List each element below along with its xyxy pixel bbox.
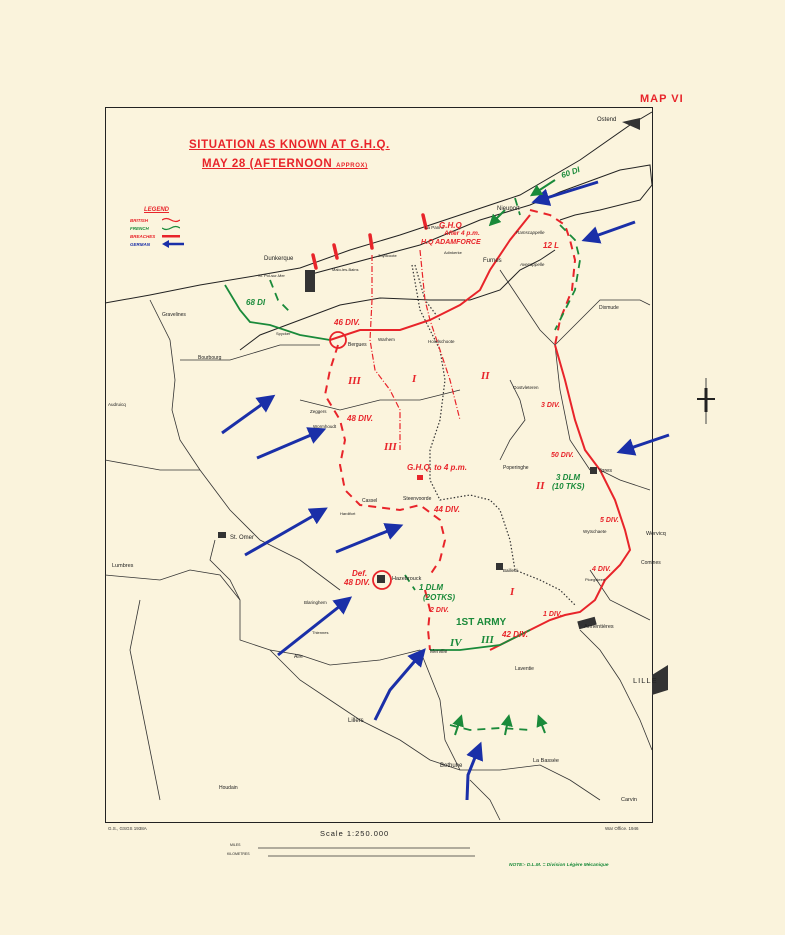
place-lumbres: Lumbres — [112, 563, 134, 569]
map-title-approx: APPROX) — [336, 163, 368, 169]
breaches — [313, 215, 426, 268]
map-title-line2 — [202, 158, 368, 170]
corps-ii-south: II — [536, 480, 545, 492]
map-title-date: MAY 28 (AFTERNOON — [202, 158, 333, 170]
corps-iv-french: IV — [450, 637, 462, 649]
place-audruicq: Audruicq — [108, 402, 126, 407]
place-gravelines: Gravelines — [162, 312, 186, 318]
place-wytschaete: Wytschaete — [583, 529, 607, 534]
unit-1st-army: 1ST ARMY — [456, 617, 507, 628]
place-steenvoorde: Steenvoorde — [403, 496, 432, 502]
place-laventie: Laventie — [515, 666, 534, 672]
unit-68di: 68 DI — [246, 298, 266, 307]
place-avecappelle: Avecappelle — [520, 262, 545, 267]
place-malo: Malo-les-Bains — [332, 267, 359, 272]
scale-title: Scale 1:250.000 — [320, 829, 390, 838]
place-bergues: Bergues — [348, 342, 367, 348]
unit-3dlm-tks: (10 TKS) — [552, 482, 585, 491]
place-merville: Merville — [430, 649, 448, 655]
unit-2div: 2 DIV. — [430, 607, 449, 614]
place-la-panne: La Panne — [425, 225, 445, 230]
unit-ghq: G.H.Q — [439, 221, 462, 230]
unit-44div: 44 DIV. — [434, 505, 460, 514]
scale-km-label: KILOMETRES — [227, 852, 250, 856]
place-dunkerque: Dunkerque — [264, 256, 294, 262]
unit-3dlm: 3 DLM — [556, 473, 580, 482]
unit-def-48div: 48 DIV. — [344, 578, 370, 587]
north-marker-icon — [696, 378, 716, 424]
map-title-line1: SITUATION AS KNOWN AT G.H.Q. — [189, 139, 390, 151]
legend-french: FRENCH — [130, 224, 184, 232]
place-st-pol: St. Pol-sur-Mer — [258, 273, 285, 278]
unit-48div: 48 DIV. — [347, 414, 373, 423]
place-aire: Aire — [294, 654, 303, 660]
place-thiennes: Thiennes — [312, 630, 329, 635]
place-lille: LILLE — [633, 676, 658, 685]
unit-42div: 42 DIV. — [502, 630, 528, 639]
breach-bar-icon — [162, 233, 180, 239]
unit-1div: 1 DIV. — [543, 611, 562, 618]
map-id-label: MAP VI — [640, 93, 684, 105]
place-poperinghe: Poperinghe — [503, 465, 529, 471]
legend-german: GERMAN — [130, 240, 184, 248]
legend-breaches: BREACHES — [130, 232, 184, 240]
roads-rivers — [105, 270, 652, 820]
unit-5div: 5 DIV. — [600, 517, 619, 524]
place-lillers: Lillers — [348, 718, 364, 724]
footer-publisher: War Office. 1946 — [605, 826, 639, 831]
place-wervicq: Wervicq — [646, 531, 666, 537]
scale-bars — [258, 848, 475, 856]
footer-print-ref: G.S., GSGS 1938A — [108, 826, 147, 831]
place-warhem: Warhem — [378, 337, 395, 342]
place-spycker: Spycker — [276, 331, 291, 336]
unit-ghq-to-4pm: G.H.Q. to 4 p.m. — [407, 463, 468, 472]
french-wavy-icon — [162, 225, 180, 231]
corps-iii-mid: III — [384, 441, 397, 453]
unit-def-label: Def. — [352, 569, 368, 578]
unit-ghq-after: After 4 p.m. — [444, 230, 480, 237]
place-bourbourg: Bourbourg — [198, 355, 222, 361]
place-zeggers: Zeggers — [310, 409, 327, 414]
place-ostend: Ostend — [597, 117, 617, 123]
unit-60di: 60 DI — [560, 165, 582, 180]
unit-50div: 50 DIV. — [551, 452, 574, 459]
place-ramscappelle: Ramscappelle — [516, 230, 545, 235]
corps-i-south: I — [510, 586, 515, 598]
legend-heading: LEGEND — [144, 207, 170, 213]
place-carvin: Carvin — [621, 797, 637, 803]
place-comines: Comines — [641, 560, 661, 566]
corps-iii-north: III — [348, 375, 361, 387]
unit-46div: 46 DIV. — [334, 318, 360, 327]
place-oostvleteren: Oostvleteren — [513, 385, 539, 390]
place-hazebrouck: Hazebrouck — [392, 576, 422, 582]
unit-hq-adamforce: H.Q ADAMFORCE — [421, 239, 481, 246]
place-dixmude: Dixmude — [599, 305, 619, 311]
german-arrow-icon — [162, 240, 184, 248]
german-arrows — [222, 182, 669, 800]
place-adinkerke: Adinkerke — [444, 250, 462, 255]
place-zuydcoote: Zuydcoote — [378, 253, 397, 258]
place-ypres: Ypres — [598, 468, 612, 474]
corps-i-north: I — [412, 373, 417, 385]
corps-ii-north: II — [481, 370, 490, 382]
place-cassel: Cassel — [362, 498, 378, 504]
place-houdain: Houdain — [219, 785, 238, 791]
place-nieuport: Nieuport — [497, 206, 520, 212]
place-bailleul: Bailleul — [503, 568, 518, 573]
unit-1dlm: 1 DLM — [419, 583, 443, 592]
place-armentieres: Armentières — [584, 624, 614, 630]
footer-note: NOTE:- D.L.M. = Division Légère Mécanique — [509, 863, 609, 868]
place-bethune: Bethune — [440, 763, 463, 769]
place-st-omer: St. Omer — [230, 535, 255, 541]
place-la-bassee: La Bassée — [533, 758, 559, 764]
ghq-flag-icon — [417, 475, 423, 480]
place-blaringhem: Blaringhem — [304, 600, 327, 605]
legend-british: BRITISH — [130, 216, 184, 224]
place-furnes: Furnes — [483, 258, 502, 264]
scale-miles-label: MILES — [230, 843, 241, 847]
corps-iii-french: III — [481, 634, 494, 646]
unit-12l: 12 L — [543, 241, 560, 250]
place-wormhoudt: Wormhoudt — [313, 424, 337, 429]
unit-3div: 3 DIV. — [541, 402, 560, 409]
place-ploegsteert: Ploegsteert — [585, 577, 606, 582]
unit-4div: 4 DIV. — [592, 566, 611, 573]
legend — [130, 207, 184, 248]
british-wavy-icon — [162, 217, 180, 223]
place-hondschoote: Hondschoote — [428, 339, 455, 344]
place-hardifort: Hardifort — [340, 511, 356, 516]
unit-1dlm-tks: (2OTKS) — [423, 593, 455, 602]
